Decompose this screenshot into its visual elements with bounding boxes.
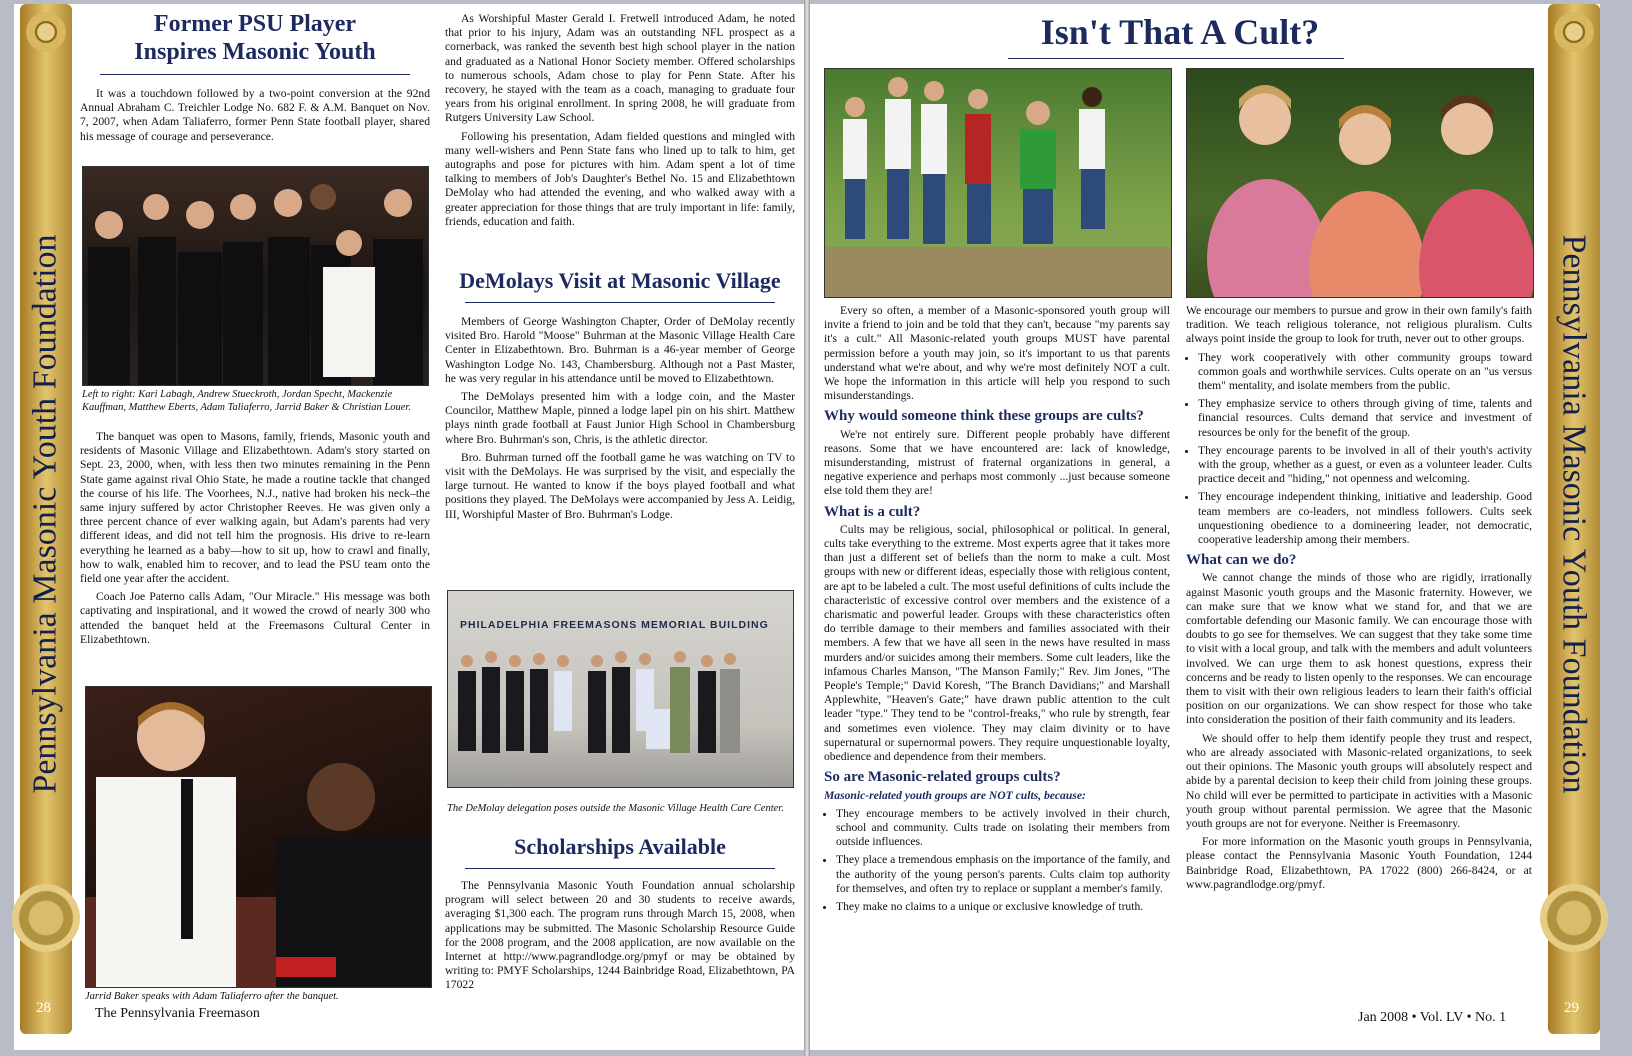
paragraph: For more information on the Masonic youth groups in Pennsylvania, please contact the Pennsylvania Masonic Youth Foundation, 1244 Bainbridge Road, Elizabethtown, PA 17022 (800) 266-8424, or at www.pagrandlodge.org/pmyf. (1186, 835, 1532, 891)
list-item: • They encourage parents to be involved in all of their youth's activity with the group, whether as a guest, or even as a volunteer leader. Cults practice deceit and "hiding," not openness and welcoming. (1198, 444, 1532, 487)
publication-name: The Pennsylvania Freemason (95, 1006, 260, 1021)
taliaferro-conversation-photo (85, 686, 432, 988)
title-rule (100, 74, 410, 75)
article-title: Scholarships Available (514, 834, 726, 859)
article-title: DeMolays Visit at Masonic Village (459, 268, 781, 293)
paragraph: We're not entirely sure. Different people probably have different reasons. Some that we have encountered are: lack of knowledge, misunderstanding, mistrust of fraternal organizations in general, a negative experience and perhaps most commonly ...just because someone else told them they are! (824, 427, 1170, 498)
section-heading: What is a cult? (824, 503, 921, 520)
title-rule (465, 302, 775, 303)
paragraph: Cults may be religious, social, philosophical or political. In general, cults take everything to the extreme. Most experts agree that it takes more than just a different set of beliefs than the norm to make a cult. Most groups with new or different ideas, especially those with religious content, are apt to be labeled a cult. The most useful definitions of cults include the characteristic of excessive control over members and the existence of a charismatic and powerful leader. Groups with these characteristics often do terrible damage to their members and families associated with their members. A few that we have all seen in the news have resulted in mass murders and/or suicides among their members. Some cult leaders, like the infamous Charles Manson, "The Manson Family;" Rev. Jim Jones, "The People's Temple;" David Koresh, "The Branch Davidians;" and Marshall Applewhite, "Heaven's Gate;" have drawn public attention to the cult leader "type." They tend to be "control-freaks," who rule by strength, fear and sometimes even violence. They may claim divinity or to have supernatural or supernormal powers. They require unquestionable loyalty, obedience and dependence from their members. (824, 522, 1170, 764)
article-psu-column-1 (80, 10, 430, 148)
band-title: Pennsylvania Masonic Youth Foundation (27, 234, 64, 794)
paragraph: The Pennsylvania Masonic Youth Foundation annual scholarship program will select between 20 and 30 students to receive awards, averaging $1,300 each. The program runs through March 15, 2008, when applications may be submitted. The Masonic Scholarship Resource Guide for the 2008 program, and the 2008 application, are now available on the Internet at http://www.pagrandlodge.org/pmyf or may be obtained by writing to: PMYF Scholarships, 1244 Bainbridge Road, Elizabethtown, PA 17022 (445, 879, 795, 992)
paragraph: The DeMolays presented him with a lodge coin, and the Master Councilor, Matthew Maple, pinned a lodge lapel pin on his shirt. Matthew plays ninth grade football at Faust Junior High School in Chambersburg where Bro. Buhrman's son, Chris, is the athletic director. (445, 390, 795, 446)
photo-caption: Left to right: Kari Labagh, Andrew Stueckroth, Jordan Specht, Mackenzie Kauffman, Matthew Eberts, Adam Taliaferro, Jarrid Baker & Christian Louer. (82, 389, 411, 413)
building-sign: PHILADELPHIA FREEMASONS MEMORIAL BUILDING (460, 619, 769, 631)
cult-article-title: Isn't That A Cult? (1040, 12, 1320, 52)
page-gutter (804, 0, 810, 1056)
title-rule (465, 868, 775, 869)
seal-icon (26, 12, 66, 52)
paragraph: Bro. Buhrman turned off the football game he was watching on TV to visit with the DeMolays. He was surprised by the visit, and especially the large turnout. He wanted to know if the boys played football and what positions they played. The DeMolays were accompanied by Jess A. Leidig, III, Worshipful Master of Bro. Buhrman's Lodge. (445, 450, 795, 521)
page-number: 29 (1564, 1000, 1579, 1016)
cult-column-2 (1186, 304, 1532, 896)
masonic-medallion-icon (12, 884, 80, 952)
paragraph: Members of George Washington Chapter, Order of DeMolay recently visited Bro. Harold "Moose" Buhrman at the Masonic Village Health Care Center in Elizabethtown. Bro. Buhrman is a 46-year member of George Washington Lodge No. 143, Chambersburg. Although not a Past Master, he was very regular in his attendance until be moved to Elizabethtown. (445, 315, 795, 385)
paragraph: We encourage our members to pursue and grow in their own family's faith tradition. We teach religious tolerance, not religious pluralism. Cults always point inside the group to look for truth, never out to other groups. (1186, 304, 1532, 346)
left-side-band (20, 4, 72, 1034)
cult-column-1 (824, 304, 1170, 918)
reasons-list-a (824, 807, 1170, 914)
paragraph: We should offer to help them identify people they trust and respect, who are already associated with Masonic-related organizations, to seek out their opinions. The Masonic youth groups will absolutely respect and abide by a parental decision to keep their child from joining these groups. No child will ever be permitted to participate in activities with a Masonic youth group without parental permission. We agree that the Masonic youth groups are not for everyone. Neither is Freemasonry. (1186, 731, 1532, 830)
issue-info: Jan 2008 • Vol. LV • No. 1 (1358, 1010, 1507, 1025)
article-psu-column-2 (445, 12, 795, 233)
youth-group-activity-photo (824, 68, 1172, 298)
band-title: Pennsylvania Masonic Youth Foundation (1556, 234, 1593, 794)
right-side-band (1548, 4, 1600, 1034)
paragraph: The banquet was open to Masons, family, friends, Masonic youth and residents of Masonic Village and Elizabethtown. Adam's story started on Sept. 23, 2000, when, with less then two minutes remaining in the Penn State game against rival Ohio State, he made a routine tackle that changed the course of his life. The Voorhees, N.J., native had broken his neck–the same injury suffered by actor Christopher Reeves. He was given only a three percent chance of ever walking again, but Adam's parents had very different ideas, and did not tell him the prognosis. His drive to re-learn everything he learned as a baby—how to sit up, how to crawl and finally, how to walk, enabled him to recover, and to lead the PSU team onto the field one year after the accident. (80, 430, 430, 586)
paragraph: We cannot change the minds of those who are rigidly, irrationally against Masonic youth groups and the Masonic fraternity. However, we can make sure that we know what we stand for, and that we are comfortable defending our Masonic family. We can encourage those with doubts to go see for themselves. We can suggest that they take some time to visit with a local group, and talk with the members and adult volunteers involved. We can urge them to ask honest questions, express their concerns and be ready to listen openly to the responses. We can encourage them to visit with their own religious leaders to learn their faith's official position on our organizations. We can show respect for those who take into consideration the position of their faith community and its leaders. (1186, 571, 1532, 727)
paragraph: Following his presentation, Adam fielded questions and mingled with many well-wishers and Penn State fans who lined up to talk to him, get autographs and pose for pictures with him. Adam spent a lot of time talking to members of Job's Daughter's Bethel No. 15 and Elizabethtown DeMolay who had attended the evening, and who walked away with a greater appreciation for those things that are truly important in life: family, friends, education and faith. (445, 129, 795, 228)
paragraph: Coach Joe Paterno calls Adam, "Our Miracle." His message was both captivating and inspirational, and it wowed the crowd of nearly 300 who attended the banquet held at the Freemasons Cultural Center in Elizabethtown. (80, 590, 430, 646)
section-subheading: Masonic-related youth groups are NOT cults, because: (824, 788, 1086, 802)
paragraph: Every so often, a member of a Masonic-sponsored youth group will invite a friend to join and be told that they can't, because "my parents say it's a cult." All Masonic-related youth groups MUST have parental permission before a youth may join, so it's important to us that parents understand what we're about, and why we're most definitely NOT a cult. We hope the information in this article will help you respond to such misunderstandings. (824, 304, 1170, 403)
banquet-group-photo (82, 166, 429, 386)
demolay-delegation-photo (447, 590, 794, 788)
list-item: • They make no claims to a unique or exclusive knowledge of truth. (836, 900, 1170, 914)
section-heading: So are Masonic-related groups cults? (824, 769, 1061, 786)
title-rule (1008, 58, 1344, 59)
list-item: • They encourage independent thinking, initiative and leadership. Good team members are co-leaders, not mindless followers. Cults seek unquestioning obedience to a domineering leader, not democratic, cooperative leadership among their members. (1198, 490, 1532, 547)
section-heading: Why would someone think these groups are cults? (824, 408, 1144, 425)
seal-icon (1554, 12, 1594, 52)
paragraph: As Worshipful Master Gerald I. Fretwell introduced Adam, he noted that prior to his injury, Adam was an outstanding NFL prospect as a cornerback, was ranked the seventh best high school player in the nation and graduated as a National Honor Society member. Offered scholarships to numerous schools, Adam chose to play for Penn State. After his recovery, he stayed with the team as a coach, managing to graduate four years from his original enrollment. In spring 2008, he will graduate from Rutgers University Law School. (445, 12, 795, 125)
list-item: • They place a tremendous emphasis on the importance of the family, and the authority of the young person's parents. Cults claim top authority for themselves, and often try to replace or supplant a member's family. (836, 853, 1170, 896)
masonic-medallion-icon (1540, 884, 1608, 952)
list-item: • They encourage members to be actively involved in their church, school and community. Cults trade on isolating their members from outside influences. (836, 807, 1170, 850)
youth-girls-outdoors-photo (1186, 68, 1534, 298)
paragraph: It was a touchdown followed by a two-point conversion at the 92nd Annual Abraham C. Treichler Lodge No. 682 F. & A.M. Banquet on Nov. 7, 2007, when Adam Taliaferro, former Penn State football player, shared his message of courage and perseverance. (80, 87, 430, 143)
reasons-list-b (1186, 351, 1532, 548)
section-heading: What can we do? (1186, 552, 1297, 569)
list-item: • They work cooperatively with other community groups toward common goals and worthwhile services. Cults operate on an "us versus them" mentality, and isolate members from the public. (1198, 351, 1532, 394)
article-demolay (445, 268, 795, 526)
photo-caption: Jarrid Baker speaks with Adam Taliaferro after the banquet. (85, 991, 339, 1002)
page-number: 28 (36, 1000, 51, 1016)
article-title: Former PSU Player Inspires Masonic Youth (134, 11, 376, 65)
photo-caption: The DeMolay delegation poses outside the Masonic Village Health Care Center. (447, 803, 784, 814)
article-psu-column-1-cont (80, 430, 430, 651)
article-scholarships (445, 834, 795, 997)
list-item: • They emphasize service to others through giving of time, talents and financial resources. Cults demand that service and investment of resources be only for the benefit of the group. (1198, 397, 1532, 440)
